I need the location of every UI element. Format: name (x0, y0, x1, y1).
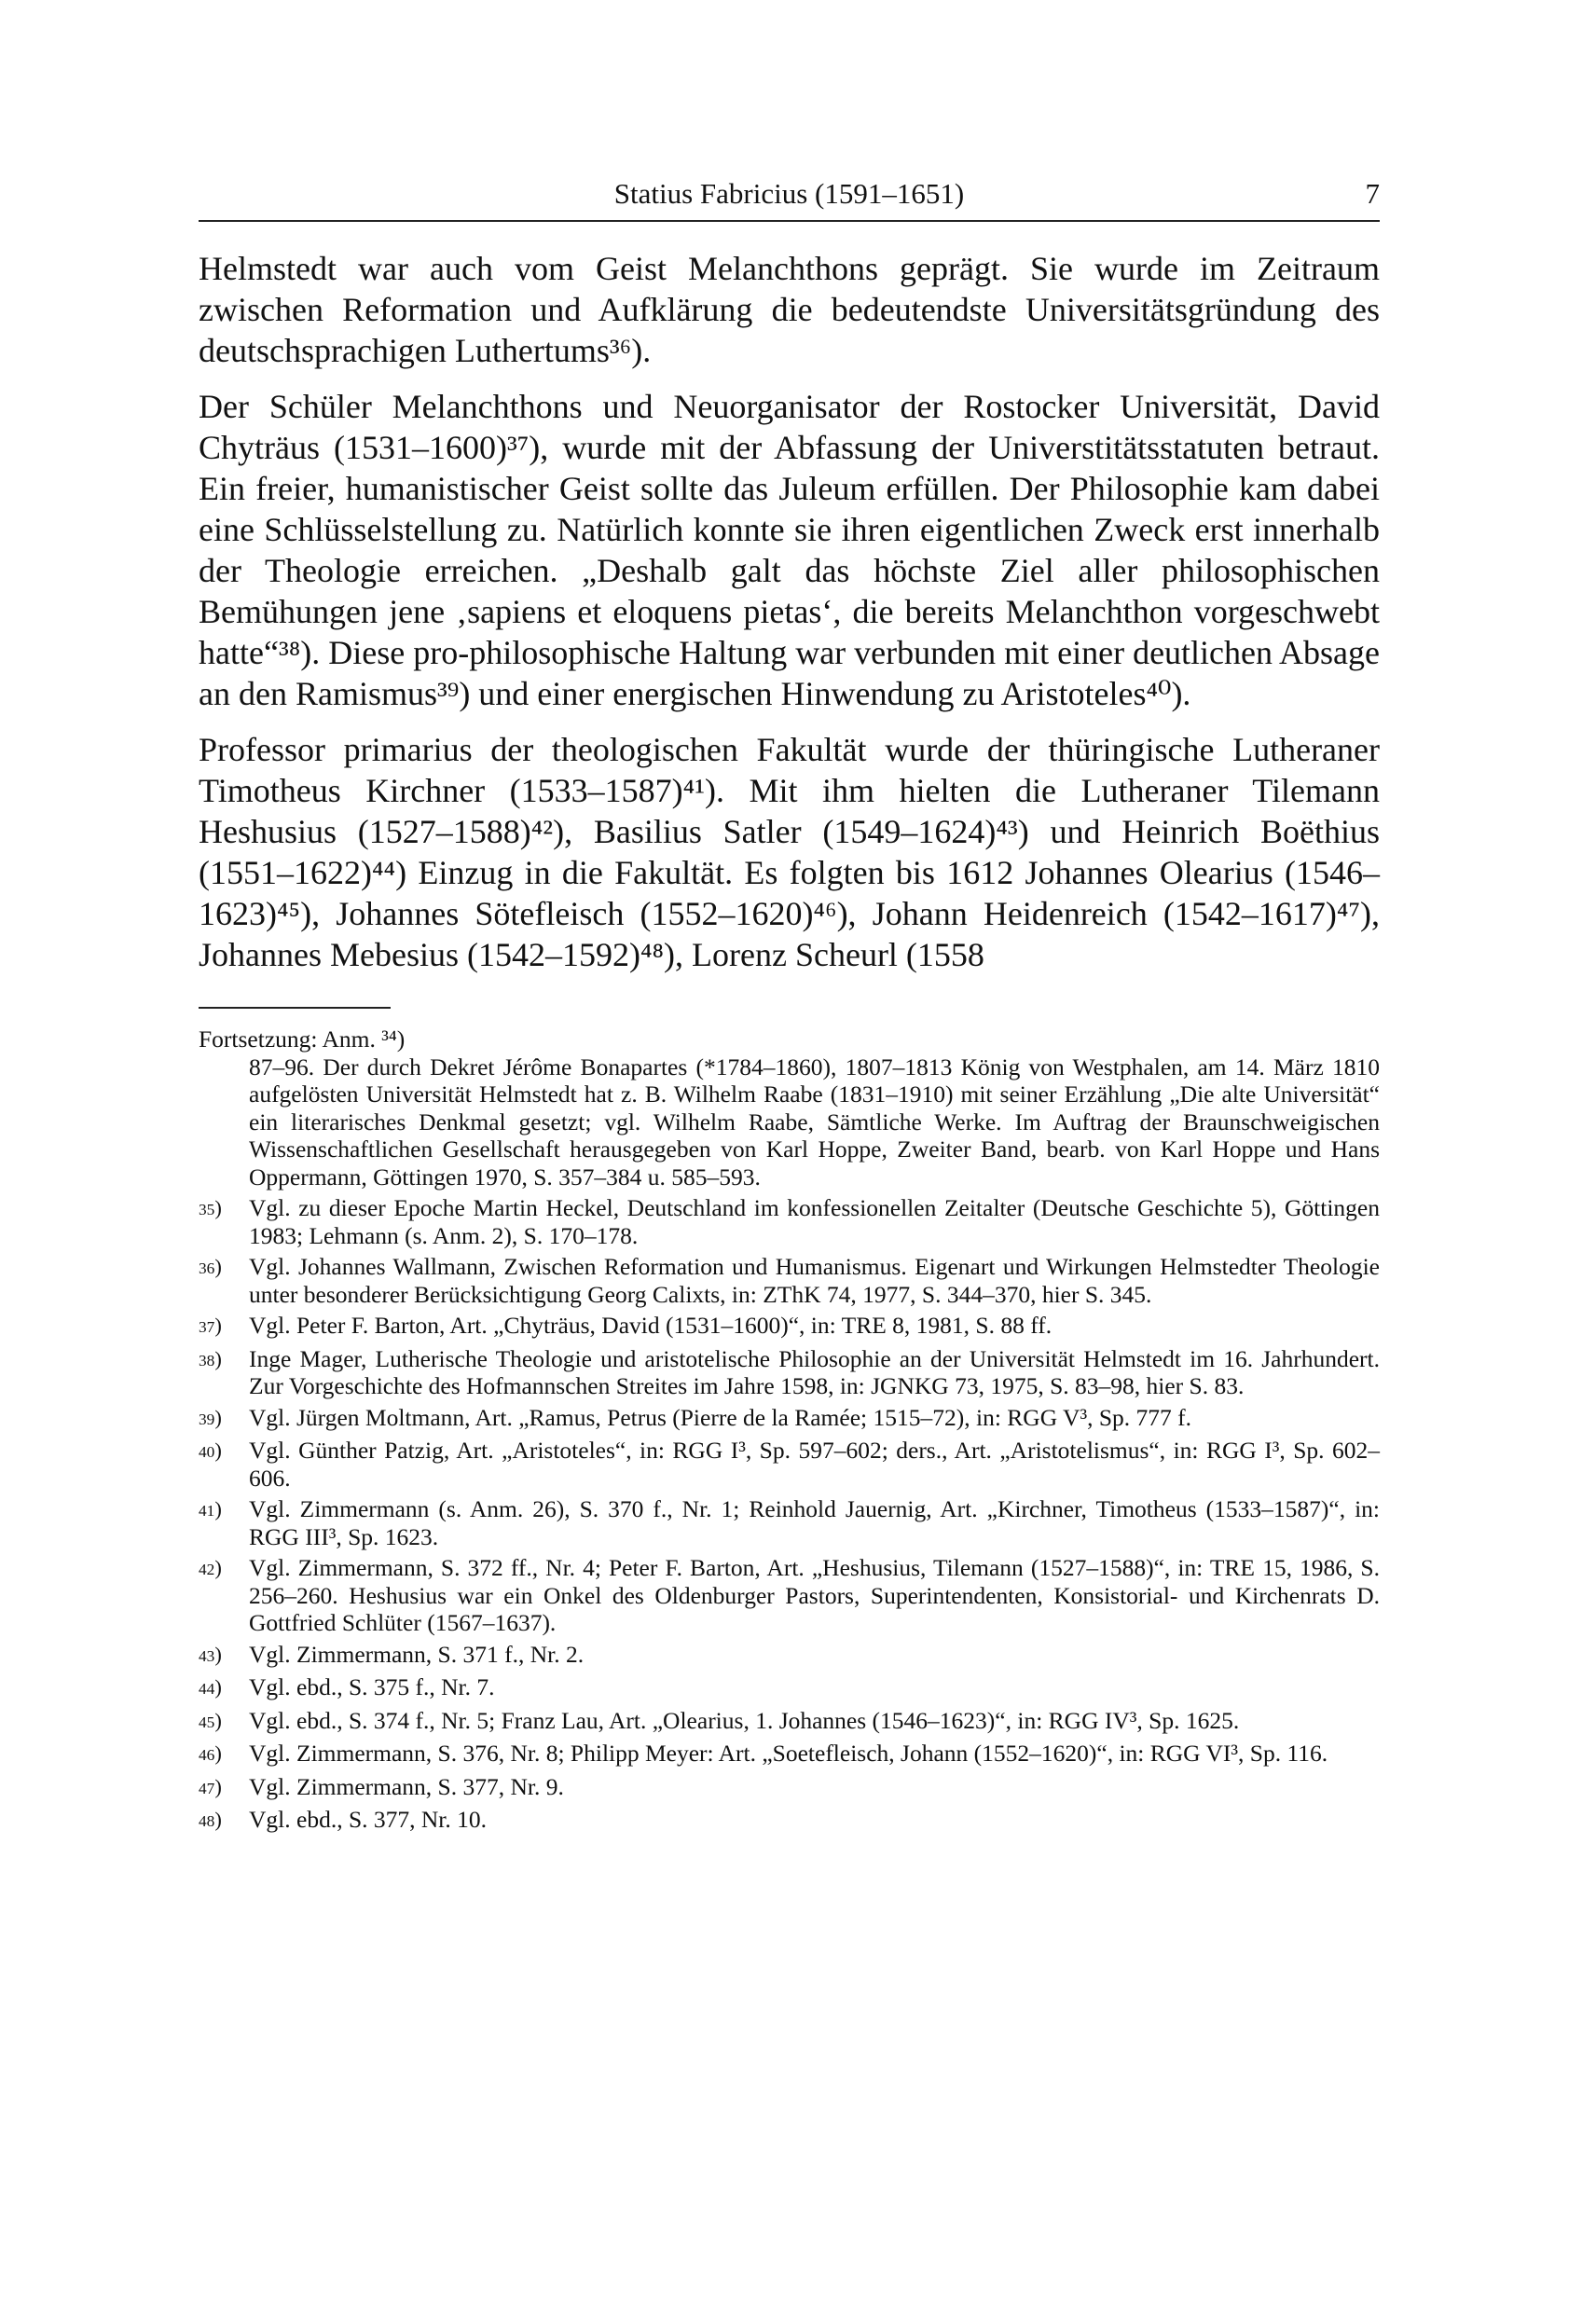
footnote-text: Inge Mager, Lutherische Theologie und aristotelische Philosophie an der Universität Helmstedt im 16. Jahrhundert. Zur Vorgeschichte des Hofmannschen Streites im Jahre 1598, in: JGNKG 73, 1975, S. 83–98, hier S. 83. (249, 1344, 1380, 1399)
footnote-42 (199, 1554, 1380, 1637)
footnote-43 (199, 1641, 1380, 1671)
footnote-number: 41) (199, 1497, 222, 1521)
footnote-number-value: 40 (199, 1443, 215, 1461)
footnote-number: 39) (199, 1405, 222, 1429)
footnote-37 (199, 1312, 1380, 1342)
main-text (199, 248, 1380, 975)
footnote-number: 46) (199, 1741, 222, 1765)
footnote-text: Vgl. ebd., S. 377, Nr. 10. (249, 1806, 487, 1833)
footnote-number-value: 44 (199, 1680, 215, 1698)
footnote-47 (199, 1773, 1380, 1803)
footnote-number-value: 37 (199, 1318, 215, 1336)
footnote-number-value: 45 (199, 1713, 215, 1731)
footnote-number: 47) (199, 1774, 222, 1798)
footnote-text: Vgl. Zimmermann, S. 377, Nr. 9. (249, 1772, 564, 1800)
footnote-text: Vgl. Zimmermann, S. 376, Nr. 8; Philipp Meyer: Art. „Soetefleisch, Johann (1552–1620)“, in: RGG VI³, Sp. 116. (249, 1740, 1328, 1767)
footnote-text: Vgl. Jürgen Moltmann, Art. „Ramus, Petrus (Pierre de la Ramée; 1515–72), in: RGG V³, Sp. 777 f. (249, 1403, 1192, 1431)
footnote-continuation-label: Fortsetzung: Anm. ³⁴) (199, 1025, 406, 1053)
footnote-number: 44) (199, 1675, 222, 1699)
footnote-number-value: 48 (199, 1812, 215, 1830)
footnote-text: Vgl. Günther Patzig, Art. „Aristoteles“, in: RGG I³, Sp. 597–602; ders., Art. „Aristotelismus“, in: RGG I³, Sp. 602–606. (249, 1437, 1380, 1492)
footnote-separator (199, 1007, 391, 1009)
footnote-text: Vgl. ebd., S. 375 f., Nr. 7. (249, 1673, 495, 1700)
footnote-44 (199, 1673, 1380, 1703)
body-paragraph: Helmstedt war auch vom Geist Melanchthons geprägt. Sie wurde im Zeitraum zwischen Reformation und Aufklärung die bedeutendste Universitätsgründung des deutschsprachigen Luthertums³⁶). (199, 250, 1380, 369)
footnote-number: 38) (199, 1346, 222, 1370)
footnote-number: 37) (199, 1314, 222, 1337)
footnote-continuation-text: 87–96. Der durch Dekret Jérôme Bonapartes (*1784–1860), 1807–1813 König von Westphalen, am 14. März 1810 aufgelösten Universität Helmstedt hat z. B. Wilhelm Raabe (1831–1910) mit seiner Erzählung „Die alte Universität“ ein literarisches Denkmal gesetzt; vgl. Wilhelm Raabe, Sämtliche Werke. Im Auftrag der Braunschweigischen Wissenschaftlichen Gesellschaft herausgegeben von Karl Hoppe, Zweiter Band, bearb. von Karl Hoppe und Hans Oppermann, Göttingen 1970, S. 357–384 u. 585–593. (249, 1053, 1380, 1190)
footnote-list (199, 1194, 1380, 1836)
footnote-number: 42) (199, 1556, 222, 1579)
footnote-number-value: 47 (199, 1779, 215, 1797)
footnote-number: 43) (199, 1642, 222, 1666)
footnote-40 (199, 1437, 1380, 1492)
footnote-number-value: 41 (199, 1502, 215, 1520)
footnote-number-value: 43 (199, 1646, 215, 1665)
footnote-number-value: 35 (199, 1201, 215, 1218)
running-head (199, 168, 1380, 222)
footnote-48 (199, 1806, 1380, 1836)
body-paragraph: Professor primarius der theologischen Fakultät wurde der thüringische Lutheraner Timotheus Kirchner (1533–1587)⁴¹). Mit ihm hielten die Lutheraner Tilemann Heshusius (1527–1588)⁴²), Basilius Satler (1549–1624)⁴³) und Heinrich Boëthius (1551–1622)⁴⁴) Einzug in die Fakultät. Es folgten bis 1612 Johannes Olearius (1546–1623)⁴⁵), Johannes Sötefleisch (1552–1620)⁴⁶), Johann Heidenreich (1542–1617)⁴⁷), Johannes Mebesius (1542–1592)⁴⁸), Lorenz Scheurl (1558 (199, 731, 1380, 973)
footnote-35 (199, 1194, 1380, 1249)
footnote-text: Vgl. ebd., S. 374 f., Nr. 5; Franz Lau, Art. „Olearius, 1. Johannes (1546–1623)“, in: RGG IV³, Sp. 1625. (249, 1706, 1240, 1734)
footnote-number: 45) (199, 1708, 222, 1732)
footnote-text: Vgl. Zimmermann (s. Anm. 26), S. 370 f., Nr. 1; Reinhold Jauernig, Art. „Kirchner, Timotheus (1533–1587)“, in: RGG III³, Sp. 1623. (249, 1495, 1380, 1550)
footnote-number: 36) (199, 1255, 222, 1278)
footnote-number-value: 46 (199, 1746, 215, 1764)
footnote-number-value: 39 (199, 1410, 215, 1428)
footnote-41 (199, 1495, 1380, 1550)
footnote-number: 40) (199, 1438, 222, 1462)
footnote-39 (199, 1404, 1380, 1434)
footnote-number-value: 36 (199, 1259, 215, 1277)
footnote-text: Vgl. Peter F. Barton, Art. „Chyträus, David (1531–1600)“, in: TRE 8, 1981, S. 88 ff. (249, 1312, 1053, 1339)
footnote-text: Vgl. zu dieser Epoche Martin Heckel, Deutschland im konfessionellen Zeitalter (Deutsche Geschichte 5), Göttingen 1983; Lehmann (s. Anm. 2), S. 170–178. (249, 1194, 1380, 1249)
footnote-number-value: 42 (199, 1561, 215, 1578)
footnote-text: Vgl. Zimmermann, S. 371 f., Nr. 2. (249, 1640, 585, 1668)
footnote-number: 35) (199, 1196, 222, 1219)
footnote-number-value: 38 (199, 1351, 215, 1369)
footnote-38 (199, 1345, 1380, 1400)
footnotes (199, 1025, 1380, 1836)
page (199, 168, 1380, 1839)
footnote-45 (199, 1707, 1380, 1737)
footnote-46 (199, 1740, 1380, 1769)
body-paragraph: Der Schüler Melanchthons und Neuorganisator der Rostocker Universität, David Chyträus (1531–1600)³⁷), wurde mit der Abfassung der Universtitätsstatuten betraut. Ein freier, humanistischer Geist sollte das Juleum erfüllen. Der Philosophie kam dabei eine Schlüsselstellung zu. Natürlich konnte sie ihren eigentlichen Zweck erst innerhalb der Theologie erreichen. „Deshalb galt das höchste Ziel aller philosophischen Bemühungen jene ‚sapiens et eloquens pietas‘, die bereits Melanchthon vorgeschwebt hatte“³⁸). Diese pro-philosophische Haltung war verbunden mit einer deutlichen Absage an den Ramismus³⁹) und einer energischen Hinwendung zu Aristoteles⁴⁰). (199, 388, 1380, 712)
footnote-text: Vgl. Zimmermann, S. 372 ff., Nr. 4; Peter F. Barton, Art. „Heshusius, Tilemann (1527–1588)“, in: TRE 15, 1986, S. 256–260. Heshusius war ein Onkel des Oldenburger Pastors, Superintendenten, Konsistorial- und Kirchenrats D. Gottfried Schlüter (1567–1637). (249, 1554, 1380, 1636)
footnote-text: Vgl. Johannes Wallmann, Zwischen Reformation und Humanismus. Eigenart und Wirkungen Helmstedter Theologie unter besonderer Berücksichtigung Georg Calixts, in: ZThK 74, 1977, S. 344–370, hier S. 345. (249, 1253, 1380, 1308)
page-number: 7 (1365, 177, 1380, 210)
running-head-title: Statius Fabricius (1591–1651) (613, 177, 965, 210)
footnote-number: 48) (199, 1808, 222, 1831)
footnote-continuation (199, 1025, 1380, 1190)
footnote-36 (199, 1253, 1380, 1308)
